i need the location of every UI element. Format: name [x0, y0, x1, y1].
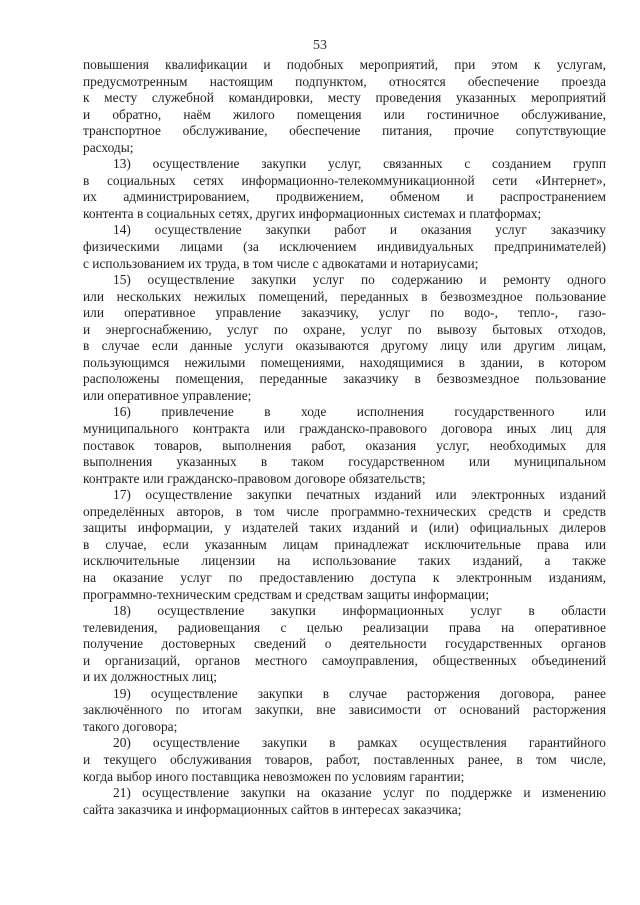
- paragraph-line: или оперативное управление заказчику, услуг по водо-, тепло-, газо-: [83, 305, 606, 321]
- paragraph-line: и организаций, органов местного самоуправления, общественных объединений: [83, 652, 606, 668]
- paragraph-line: заключённого по итогам закупки, вне зависимости от оснований расторжения: [83, 702, 606, 718]
- paragraph-line: 14) осуществление закупки работ и оказания услуг заказчику: [113, 222, 606, 238]
- paragraph-line: расположены помещения, переданные заказчику в безвозмездное пользование: [83, 371, 606, 387]
- paragraph-line: 15) осуществление закупки услуг по содержанию и ремонту одного: [113, 272, 606, 288]
- paragraph-line: расходы;: [83, 139, 134, 155]
- paragraph-line: и их должностных лиц;: [83, 669, 217, 685]
- paragraph-line: контракте или гражданско-правовом договоре обязательств;: [83, 470, 426, 486]
- document-body: [83, 57, 606, 818]
- paragraph-line: получение достоверных сведений о деятельности государственных органов: [83, 636, 606, 652]
- paragraph-line: определённых авторов, в том числе программно-технических средств и средств: [83, 503, 606, 519]
- paragraph-line: и обратно, наём жилого помещения или гостиничное обслуживание,: [83, 106, 606, 122]
- paragraph-line: такого договора;: [83, 718, 178, 734]
- paragraph-line: с использованием их труда, в том числе с адвокатами и нотариусами;: [83, 255, 479, 271]
- paragraph-line: программно-техническим средствам и средствам защиты информации;: [83, 586, 490, 602]
- paragraph-line: 21) осуществление закупки на оказание услуг по поддержке и изменению: [113, 785, 606, 801]
- paragraph-line: физическими лицами (за исключением индивидуальных предпринимателей): [83, 239, 606, 255]
- paragraph-line: когда выбор иного поставщика невозможен по условиям гарантии;: [83, 768, 465, 784]
- paragraph-line: 18) осуществление закупки информационных услуг в области: [113, 603, 606, 619]
- paragraph-line: их администрированием, продвижением, обменом и распространением: [83, 189, 606, 205]
- paragraph-line: выполнения указанных в таком государственном или муниципальном: [83, 454, 606, 470]
- paragraph-line: 16) привлечение в ходе исполнения государственного или: [113, 404, 606, 420]
- paragraph-line: 19) осуществление закупки в случае расторжения договора, ранее: [113, 685, 606, 701]
- paragraph-line: контента в социальных сетях, других информационных системах и платформах;: [83, 205, 542, 221]
- paragraph-line: пользующимся нежилыми помещениями, находящимися в здании, в котором: [83, 354, 606, 370]
- paragraph-line: к месту служебной командировки, месту проведения указанных мероприятий: [83, 90, 606, 106]
- paragraph-line: 13) осуществление закупки услуг, связанных с созданием групп: [113, 156, 606, 172]
- paragraph-line: поставок товаров, выполнения работ, оказания услуг, необходимых для: [83, 437, 606, 453]
- paragraph-line: 20) осуществление закупки в рамках осуществления гарантийного: [113, 735, 606, 751]
- paragraph-line: транспортное обслуживание, обеспечение питания, прочие сопутствующие: [83, 123, 606, 139]
- paragraph-line: муниципального контракта или гражданско-правового договора иных лиц для: [83, 421, 606, 437]
- paragraph-line: или оперативное управление;: [83, 387, 252, 403]
- paragraph-line: и энергоснабжению, услуг по охране, услуг по вывозу бытовых отходов,: [83, 321, 606, 337]
- paragraph-line: 17) осуществление закупки печатных изданий или электронных изданий: [113, 487, 606, 503]
- paragraph-line: телевидения, радиовещания с целью реализации права на оперативное: [83, 619, 606, 635]
- paragraph-line: предусмотренным настоящим подпунктом, относятся обеспечение проезда: [83, 73, 606, 89]
- paragraph-line: в случае если данные услуги оказываются другому лицу или другим лицам,: [83, 338, 606, 354]
- page-number: 53: [313, 38, 327, 53]
- paragraph-line: в социальных сетях информационно-телекоммуникационной сети «Интернет»,: [83, 172, 606, 188]
- paragraph-line: и текущего обслуживания товаров, работ, поставленных ранее, в том числе,: [83, 751, 606, 767]
- paragraph-line: исключительные лицензии на использование таких изданий, а также: [83, 553, 606, 569]
- paragraph-line: на оказание услуг по предоставлению доступа к электронным изданиям,: [83, 569, 606, 585]
- paragraph-line: или нескольких нежилых помещений, переданных в безвозмездное пользование: [83, 288, 606, 304]
- paragraph-line: в случае, если указанным лицам принадлежат исключительные права или: [83, 536, 606, 552]
- paragraph-line: сайта заказчика и информационных сайтов в интересах заказчика;: [83, 801, 462, 817]
- paragraph-line: защиты информации, у издателей таких изданий и (или) официальных дилеров: [83, 520, 606, 536]
- paragraph-line: повышения квалификации и подобных мероприятий, при этом к услугам,: [83, 57, 606, 72]
